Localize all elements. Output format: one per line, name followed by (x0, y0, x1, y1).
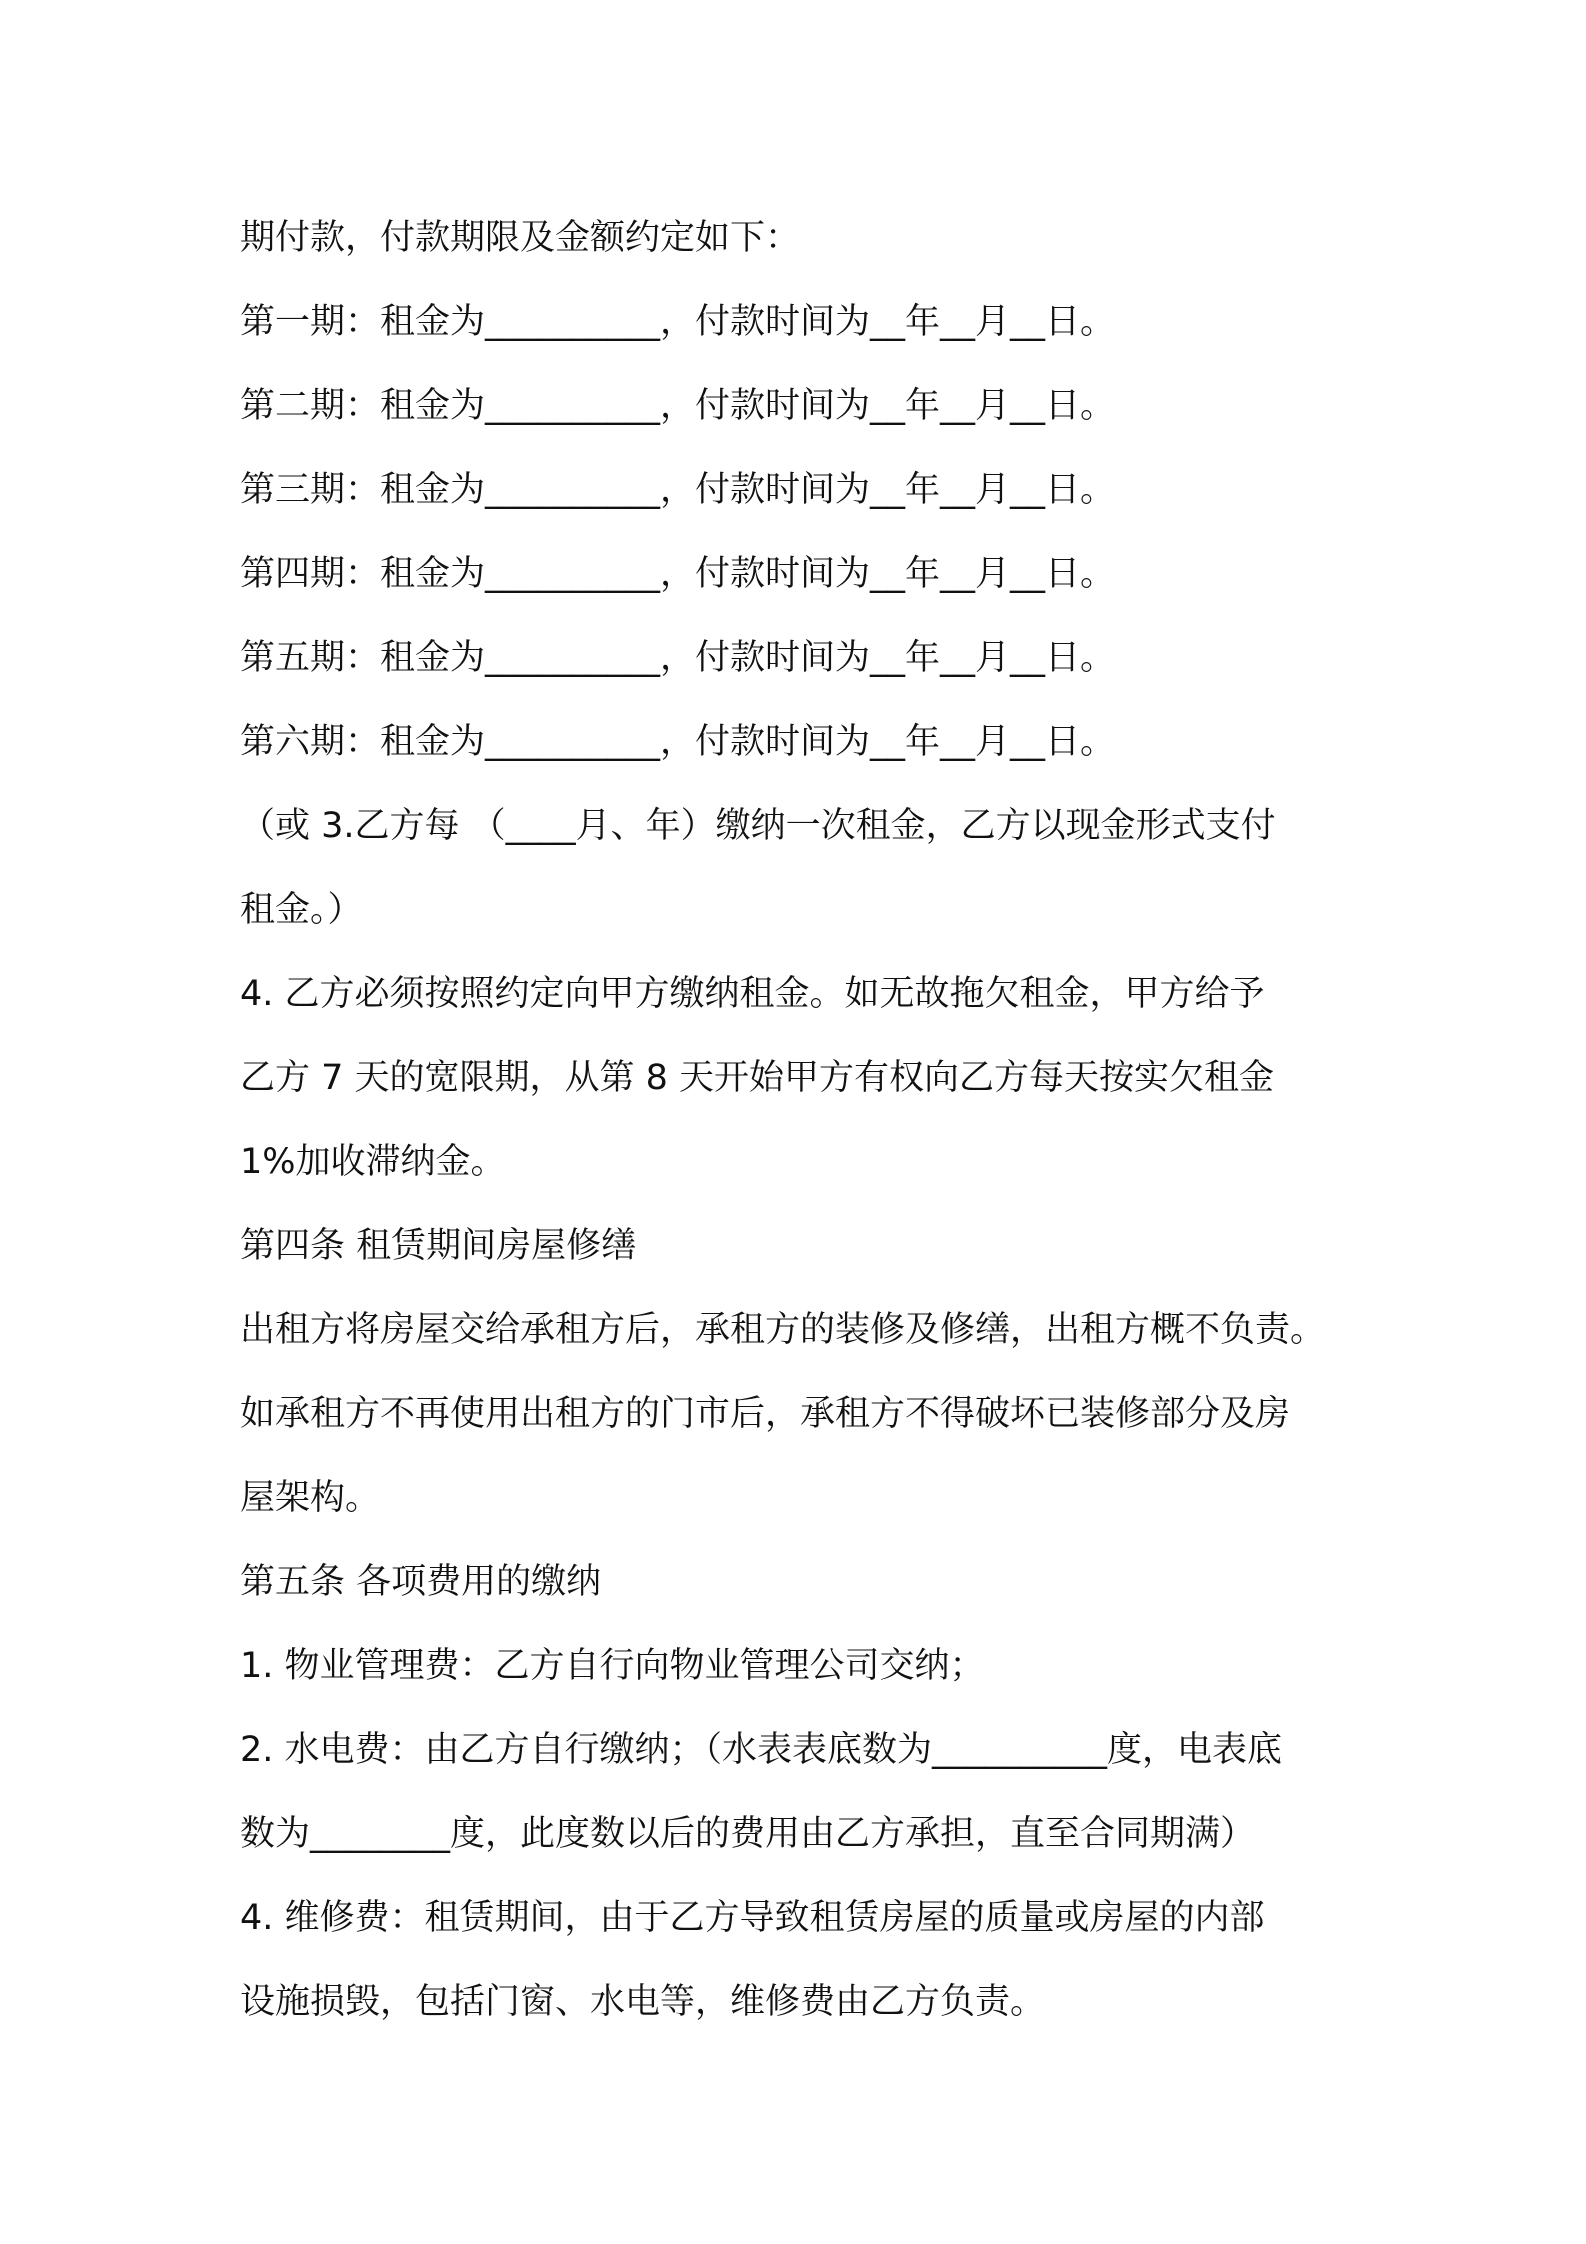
payment-period-5: 第五期：租金为__________，付款时间为__年__月__日。 (240, 638, 1116, 678)
text-line: 乙方 7 天的宽限期，从第 8 天开始甲方有权向乙方每天按实欠租金 (240, 1058, 1275, 1098)
article-4-heading: 第四条 租赁期间房屋修缮 (240, 1226, 637, 1266)
maintenance-fee-item: 4. 维修费：租赁期间，由于乙方导致租赁房屋的质量或房屋的内部 (240, 1898, 1265, 1938)
text-line: （或 3.乙方每 （____月、年）缴纳一次租金，乙方以现金形式支付 (240, 806, 1276, 846)
payment-period-6: 第六期：租金为__________，付款时间为__年__月__日。 (240, 722, 1116, 762)
payment-period-3: 第三期：租金为__________，付款时间为__年__月__日。 (240, 470, 1116, 510)
text-line: 租金。） (240, 890, 363, 930)
clause-4-text: 4. 乙方必须按照约定向甲方缴纳租金。如无故拖欠租金，甲方给予 (240, 974, 1265, 1014)
property-fee-item: 1. 物业管理费：乙方自行向物业管理公司交纳； (240, 1646, 985, 1686)
payment-period-2: 第二期：租金为__________，付款时间为__年__月__日。 (240, 386, 1116, 426)
article-5-heading: 第五条 各项费用的缴纳 (240, 1562, 602, 1602)
text-line: 1%加收滞纳金。 (240, 1142, 506, 1182)
payment-period-1: 第一期：租金为__________，付款时间为__年__月__日。 (240, 302, 1116, 342)
text-line: 期付款，付款期限及金额约定如下： (240, 218, 801, 258)
text-line: 屋架构。 (240, 1478, 381, 1518)
text-line: 数为________度，此度数以后的费用由乙方承担，直至合同期满） (240, 1814, 1256, 1854)
document-body (240, 196, 1360, 2044)
text-line: 设施损毁，包括门窗、水电等，维修费由乙方负责。 (240, 1982, 1046, 2022)
text-line: 出租方将房屋交给承租方后，承租方的装修及修缮，出租方概不负责。 (240, 1310, 1326, 1350)
text-line: 如承租方不再使用出租方的门市后，承租方不得破坏已装修部分及房 (240, 1394, 1291, 1434)
utility-fee-item: 2. 水电费：由乙方自行缴纳；（水表表底数为__________度，电表底 (240, 1730, 1283, 1770)
payment-period-4: 第四期：租金为__________，付款时间为__年__月__日。 (240, 554, 1116, 594)
